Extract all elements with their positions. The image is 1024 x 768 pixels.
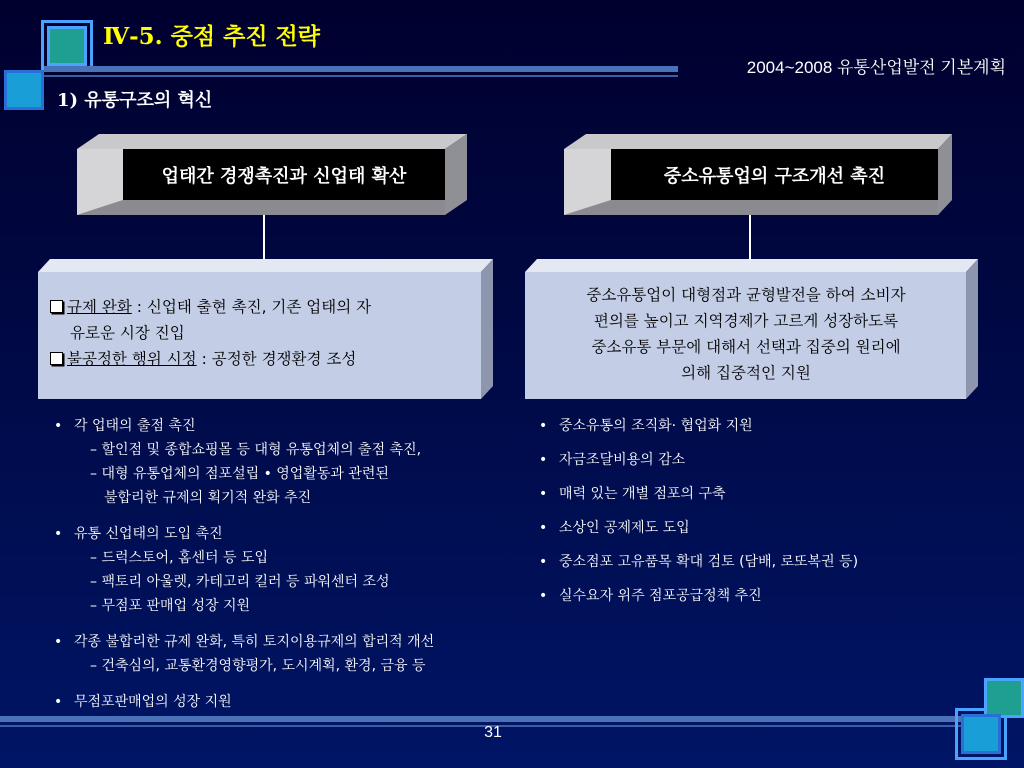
right-bullet-list (537, 414, 858, 608)
list-item: • 각종 불합리한 규제 완화, 특히 토지이용규제의 합리적 개선 (52, 630, 434, 654)
info-item-deregulation (50, 294, 478, 320)
list-item: • 소상인 공제제도 도입 (537, 516, 858, 540)
list-subitem: – 할인점 및 종합쇼핑몰 등 대형 유통업체의 출점 촉진, (90, 442, 422, 458)
info-line: 중소유통업이 대형점과 균형발전을 하여 소비자 (586, 286, 906, 304)
page-number: 31 (484, 724, 502, 741)
info-emphasis: 불공정한 행위 시정 (67, 350, 197, 368)
info-line: 의해 집중적인 지원 (681, 364, 811, 382)
list-item: • 중소유통의 조직화· 협업화 지원 (537, 414, 858, 438)
info-text: : 공정한 경쟁환경 조성 (196, 350, 357, 368)
left-info-text (50, 294, 478, 372)
list-item: • 매력 있는 개별 점포의 구축 (537, 482, 858, 506)
left-heading: 업태간 경쟁촉진과 신업태 확산 (123, 149, 445, 200)
list-subitem: – 드럭스토어, 홈센터 등 도입 (90, 550, 269, 566)
plan-name: 2004~2008 유통산업발전 기본계획 (746, 58, 1006, 77)
list-subitem-cont: 불합리한 규제의 획기적 완화 추진 (104, 490, 312, 506)
left-bullet-list (52, 414, 434, 714)
info-text-cont: 유로운 시장 진입 (70, 324, 185, 342)
footer-rule (0, 716, 975, 722)
info-item-fair-trade (50, 346, 478, 372)
checkbox-icon (50, 352, 63, 365)
page-title: Ⅳ-5. 중점 추진 전략 (103, 23, 320, 50)
list-subitem: – 팩토리 아울렛, 카테고리 킬러 등 파워센터 조성 (90, 574, 390, 590)
info-emphasis: 규제 완화 (67, 298, 132, 316)
list-item: • 실수요자 위주 점포공급정책 추진 (537, 584, 858, 608)
right-heading: 중소유통업의 구조개선 촉진 (611, 149, 938, 200)
info-line: 편의를 높이고 지역경제가 고르게 성장하도록 (593, 312, 899, 330)
deco-square-teal (984, 678, 1024, 718)
list-item: • 자금조달비용의 감소 (537, 448, 858, 472)
bullet-group (52, 522, 434, 618)
list-item: • 중소점포 고유품목 확대 검토 (담배, 로또복권 등) (537, 550, 858, 574)
info-text: : 신업태 출현 촉진, 기존 업태의 자 (131, 298, 372, 316)
right-info-text (526, 282, 966, 386)
list-item: • 유통 신업태의 도입 촉진 (52, 522, 434, 546)
list-subitem: – 무점포 판매업 성장 지원 (90, 598, 251, 614)
section-title: 1) 유통구조의 혁신 (57, 90, 213, 111)
list-subitem: – 대형 유통업체의 점포설립 • 영업활동과 관련된 (90, 466, 389, 482)
list-subitem: – 건축심의, 교통환경영향평가, 도시계획, 환경, 금융 등 (90, 658, 426, 674)
bullet-group (52, 690, 434, 714)
list-item: • 각 업태의 출점 촉진 (52, 414, 434, 438)
info-line: 중소유통 부문에 대해서 선택과 집중의 원리에 (591, 338, 901, 356)
list-item: • 무점포판매업의 성장 지원 (52, 690, 434, 714)
bullet-group (52, 414, 434, 510)
deco-square-blue (961, 714, 1001, 754)
right-connector (749, 215, 751, 260)
checkbox-icon (50, 300, 63, 313)
bullet-group (52, 630, 434, 678)
left-connector (263, 215, 265, 260)
